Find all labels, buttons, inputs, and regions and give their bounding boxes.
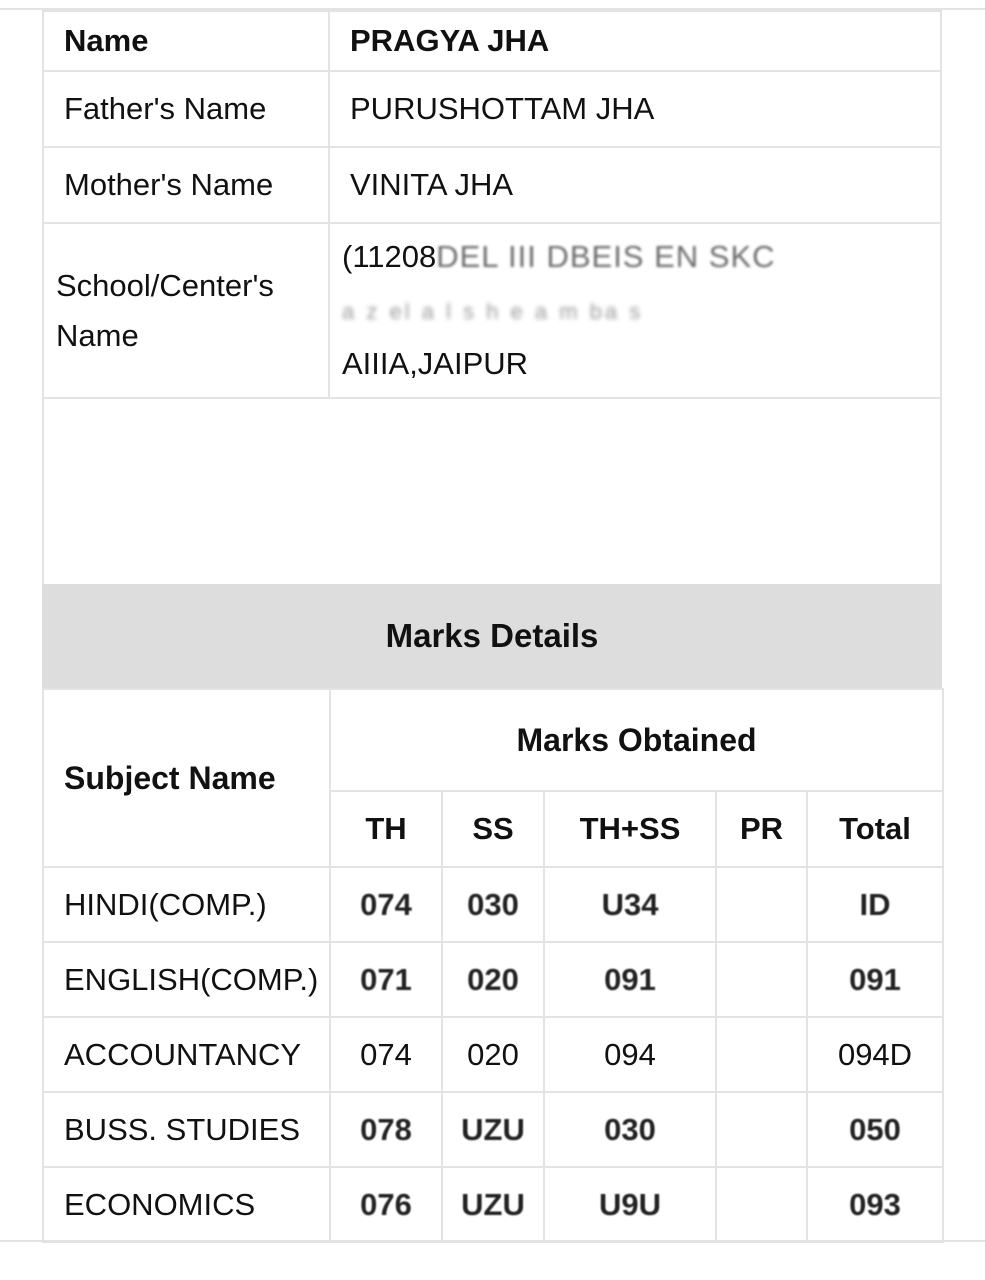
pr-cell [716,942,807,1017]
father-label: Father's Name [43,71,329,147]
col-pr-header: PR [716,791,807,867]
ss-cell: 020 [442,1017,544,1092]
thss-value: U34 [601,886,659,922]
mother-label: Mother's Name [43,147,329,223]
th-cell [330,867,442,942]
pr-cell [716,1167,807,1242]
table-row [43,1092,943,1167]
thss-cell [544,1092,716,1167]
school-label-line2: Name [56,317,139,353]
table-row [43,942,943,1017]
thss-cell [544,1167,716,1242]
table-row [43,1167,943,1242]
subject-cell: ENGLISH(COMP.) [43,942,330,1017]
blank-cell-left [43,398,329,587]
student-info-table [42,10,942,588]
ss-value: UZU [461,1186,525,1222]
th-value: 078 [360,1111,412,1147]
father-row [43,71,941,147]
school-value [329,223,941,398]
father-value: PURUSHOTTAM JHA [329,71,941,147]
school-row [43,223,941,398]
pr-cell [716,1092,807,1167]
mother-row [43,147,941,223]
table-row [43,867,943,942]
total-cell [807,867,943,942]
name-value: PRAGYA JHA [329,11,941,71]
col-th-header: TH [330,791,442,867]
th-cell [330,942,442,1017]
marks-table [42,688,944,1243]
thss-cell [544,867,716,942]
ss-value: 030 [467,886,519,922]
blank-cell-right [329,398,941,587]
col-ss-header: SS [442,791,544,867]
table-row [43,1017,943,1092]
total-value: ID [859,886,891,922]
blank-row [43,398,941,587]
th-value: 071 [360,961,412,997]
ss-cell [442,1092,544,1167]
subject-cell: HINDI(COMP.) [43,867,330,942]
ss-cell [442,867,544,942]
school-code: (11208 [342,239,437,274]
th-value: 074 [360,886,412,922]
pr-cell [716,1017,807,1092]
ss-cell [442,1167,544,1242]
ss-cell [442,942,544,1017]
ss-value: 020 [467,961,519,997]
col-thss-header: TH+SS [544,791,716,867]
th-cell [330,1092,442,1167]
marks-details-header: Marks Details [42,584,942,688]
thss-value: U9U [598,1186,661,1222]
total-cell [807,1092,943,1167]
school-label [43,223,329,398]
school-name-blurred-2: a z el a l s h e a m ba s [342,299,644,324]
subject-cell: BUSS. STUDIES [43,1092,330,1167]
school-city: AIIIA,JAIPUR [342,346,529,381]
subject-name-header: Subject Name [43,689,330,867]
thss-cell: 094 [544,1017,716,1092]
marks-obtained-header: Marks Obtained [330,689,943,791]
total-cell [807,1167,943,1242]
school-label-line1: School/Center's [56,267,274,303]
pr-cell [716,867,807,942]
total-value: 091 [849,961,901,997]
total-value: 093 [849,1186,901,1222]
thss-value: 030 [604,1111,656,1147]
thss-value: 091 [604,961,656,997]
total-cell: 094D [807,1017,943,1092]
name-label: Name [43,11,329,71]
marks-header-row-1 [43,689,943,791]
subject-cell: ACCOUNTANCY [43,1017,330,1092]
mother-value: VINITA JHA [329,147,941,223]
school-name-blurred-1: DEL III DBEIS EN SKC [436,239,776,274]
th-value: 076 [360,1186,412,1222]
total-value: 050 [849,1111,901,1147]
th-cell: 074 [330,1017,442,1092]
name-row [43,11,941,71]
total-cell [807,942,943,1017]
col-total-header: Total [807,791,943,867]
th-cell [330,1167,442,1242]
ss-value: UZU [461,1111,525,1147]
subject-cell: ECONOMICS [43,1167,330,1242]
thss-cell [544,942,716,1017]
